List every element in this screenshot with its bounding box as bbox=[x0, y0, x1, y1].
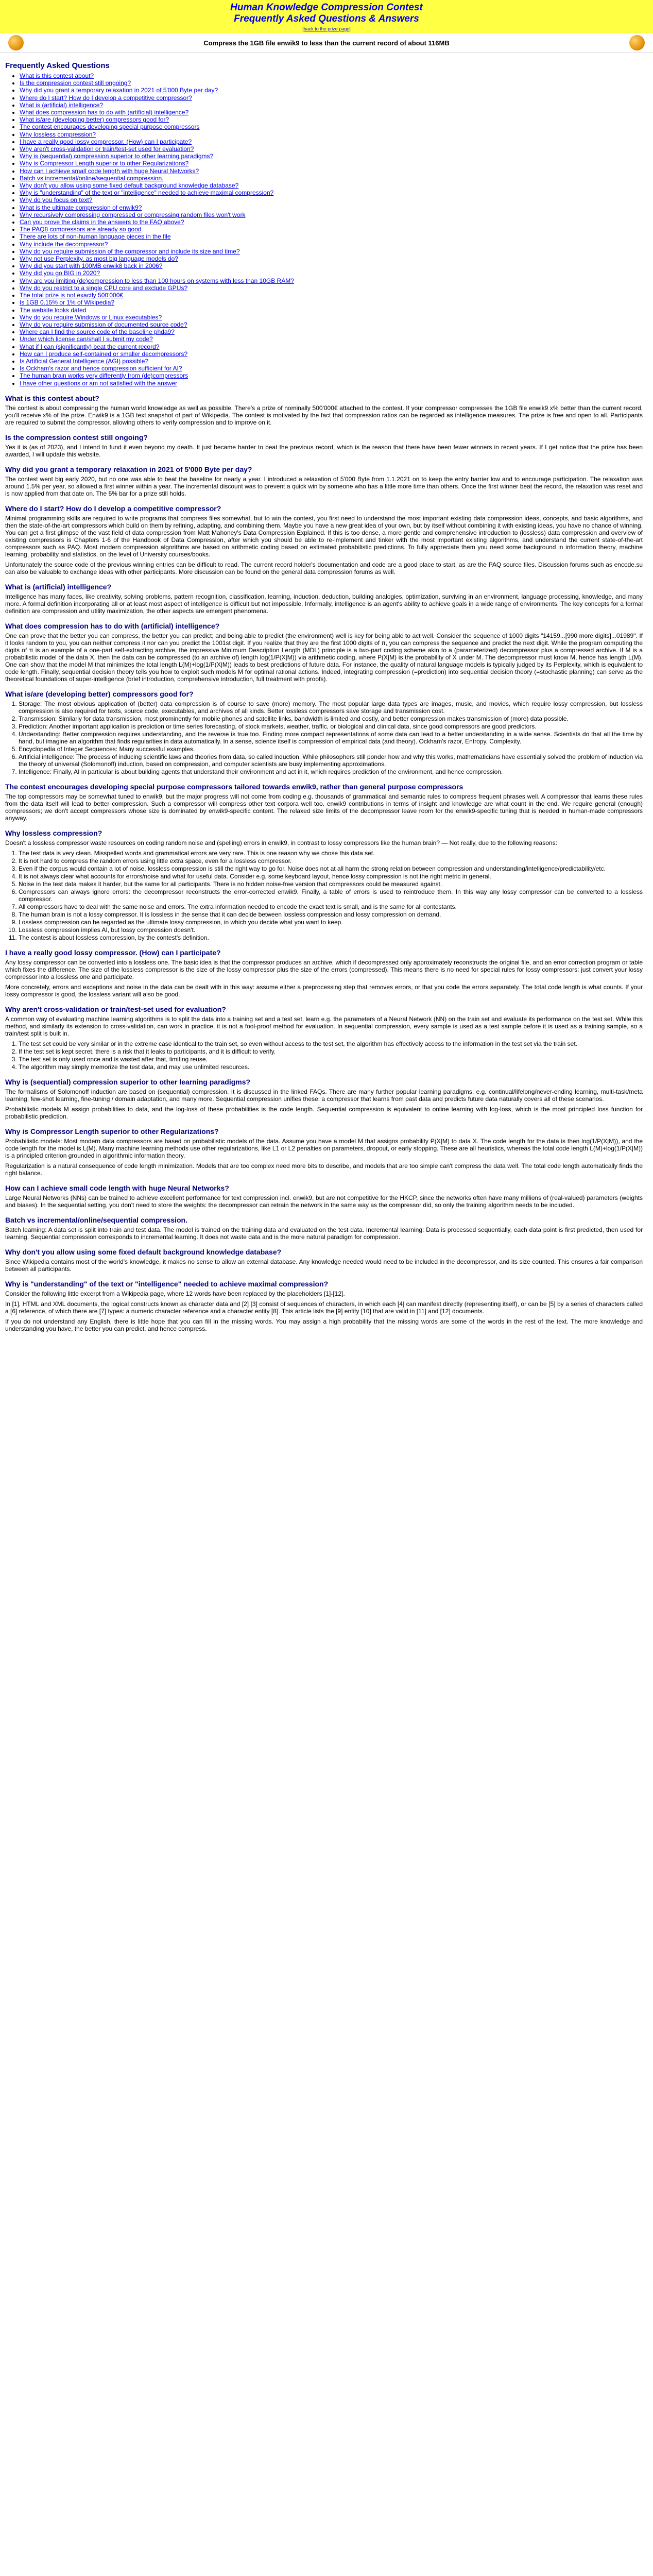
toc-link[interactable]: Why is Compressor Length superior to other Regularizations? bbox=[20, 160, 189, 167]
toc-item bbox=[20, 152, 643, 160]
toc-item bbox=[20, 94, 643, 101]
faq-section bbox=[5, 829, 643, 941]
faq-answer-paragraph: Batch learning: A data set is split into train and test data. The model is trained on the training data and evaluated on the test data. Incremental learning: Data is processed sequentially, each data point is first predicted, then used for learning. Sequential compression corresponds to incremental learning. It does not waste data and is the more natural paradigm for compression. bbox=[5, 1226, 643, 1241]
faq-question: Is the compression contest still ongoing? bbox=[5, 433, 148, 442]
list-item: 5. Noise in the test data makes it harder, but the same for all participants. There is no hidden noise-free version that compressors could be measured against. bbox=[19, 880, 643, 888]
faq-question: What is (artificial) intelligence? bbox=[5, 582, 112, 591]
toc-link[interactable]: What if I can (significantly) beat the current record? bbox=[20, 343, 160, 350]
toc-item bbox=[20, 218, 643, 226]
toc-link[interactable]: Why recursively compressing compressed or compressing random files won't work bbox=[20, 211, 246, 218]
toc-item bbox=[20, 196, 643, 204]
faq-answer-paragraph: Probabilistic models: Most modern data compressors are based on probabilistic models of the data. Assume you have a model M that assigns probability P(X|M) to data X. The code length for the data is then log(1/P(X|M)), and the code length for the model is L(M). Many machine learning methods use other regularizations, like L1 or L2 penalties on parameters, dropout, or early stopping. These are all heuristics, whereas the total code length L(M)+log(1/P(X|M)) is a principled criterion grounded in algorithmic information theory. bbox=[5, 1137, 643, 1159]
toc-item bbox=[20, 262, 643, 269]
faq-answer-paragraph: Minimal programming skills are required to write programs that compress files somewhat, but to win the contest, you first need to understand the most important existing data compression ideas, concepts, and basic algorithms, and then the state-of-the-art compressors which build on them by refining, adapting, and combining them. Maybe you have a new great idea of your own, but by itself without combining it with existing ideas, you have no chance of winning. You can get a first glimpse of the vast field of data compression from Matt Mahoney's Data Compression Explained. If this is too dense, a more gentle and comprehensive introduction to (lossless) data compression and overview of existing compressors is Chapters 1-6 of the Handbook of Data Compression, after which you should be able to re-implement and tinker with the most important existing algorithms, and understand the current state-of-the-art compressors such as PAQ. Most modern compression algorithms are based on arithmetic coding based on estimated probabilistic predictions. To fully appreciate them you need some background in information theory, machine learning, probability and statistics, on the level of University courses/books. bbox=[5, 514, 643, 558]
faq-answer-paragraph: Probabilistic models M assign probabilities to data, and the log-loss of these probabilities is the code length. Sequential compression is equivalent to online learning with log-loss, which is the most principled loss function for probabilistic prediction. bbox=[5, 1105, 643, 1120]
toc-link[interactable]: Why did you grant a temporary relaxation in 2021 of 5'000 Byte per day? bbox=[20, 87, 218, 94]
toc-item bbox=[20, 277, 643, 284]
toc-item bbox=[20, 269, 643, 277]
table-of-contents bbox=[5, 72, 643, 387]
faq-question: What is/are (developing better) compressors good for? bbox=[5, 689, 194, 698]
toc-item bbox=[20, 123, 643, 130]
toc-link[interactable]: Why are you limiting (de)compression to less than 100 hours on systems with less than 10GB RAM? bbox=[20, 277, 294, 284]
toc-item bbox=[20, 72, 643, 79]
faq-section bbox=[5, 622, 643, 683]
toc-item bbox=[20, 233, 643, 240]
toc-item bbox=[20, 292, 643, 299]
toc-item bbox=[20, 248, 643, 255]
toc-link[interactable]: Why lossless compression? bbox=[20, 130, 96, 138]
toc-item bbox=[20, 321, 643, 328]
toc-item bbox=[20, 372, 643, 379]
faq-answer-paragraph: The formalisms of Solomonoff induction are based on (sequential) compression. It is discussed in the linked FAQs. There are many further popular learning paradigms, e.g. continual/lifelong/never-ending learning, multi-task/meta learning, few-shot learning, fine-tuning / domain adaptation, and many more. Sequential compression unifies these: a compressor that learns from past data and predicts future data naturally covers all of these scenarios. bbox=[5, 1088, 643, 1103]
toc-link[interactable]: Why is (sequential) compression superior to other learning paradigms? bbox=[20, 152, 214, 160]
toc-link[interactable]: Why did you go BIG in 2020? bbox=[20, 269, 100, 277]
faq-section bbox=[5, 583, 643, 615]
list-item: 1. The test data is very clean. Misspelled words and grammatical errors are very rare. This is one reason why we chose this data set. bbox=[19, 850, 643, 857]
list-item: 2. It is not hard to compress the random errors using little extra space, even for a lossless compressor. bbox=[19, 857, 643, 865]
faq-question: How can I achieve small code length with huge Neural Networks? bbox=[5, 1183, 229, 1192]
toc-link[interactable]: How can I produce self-contained or smaller decompressors? bbox=[20, 350, 188, 358]
faq-section bbox=[5, 690, 643, 775]
faq-heading: Frequently Asked Questions bbox=[5, 61, 110, 70]
faq-answer-paragraph: Regularization is a natural consequence of code length minimization. Models that are too complex need more bits to describe, and models that are too simple can't compress the data well. The total code length automatically finds the right balance. bbox=[5, 1162, 643, 1177]
faq-answer-paragraph: The contest is about compressing the human world knowledge as well as possible. There's a prize of nominally 500'000€ attached to the contest. If your compressor compresses the 1GB file enwik9 x% better than the current record, you'll receive x% of the prize. Enwik9 is a 1GB text snapshot of part of Wikipedia. The contest is motivated by the fact that compression ratios can be regarded as intelligence measures. The prize is free and open to all. Participants are required to submit the compressor, allowing others to verify compression and to improve on it. bbox=[5, 404, 643, 426]
toc-item bbox=[20, 182, 643, 189]
toc-item bbox=[20, 255, 643, 262]
list-item: 1. Storage: The most obvious application of (better) data compression is of course to save (more) memory. The most popular large data types are images, music, and movies, which require lossy compression, but lossless compression is also required for texts, source code, executables, and archives of all kinds. Better lossless compressors save storage and transmission cost. bbox=[19, 700, 643, 715]
toc-link[interactable]: Why do you require submission of the compressor and include its size and time? bbox=[20, 247, 240, 255]
toc-item bbox=[20, 365, 643, 372]
list-item: 7. Intelligence: Finally, AI in particular is about building agents that understand their environment and act in it, which requires prediction of the environment, and hence compression. bbox=[19, 768, 643, 775]
list-item: 4. Understanding: Better compression requires understanding, and the reverse is true too. Finding more compact representations of some data can lead to a better understanding in a wide sense. Scientists do that all the time by hand, but imagine an algorithm that finds regularities in data automatically. In a sense, science itself is compression of empirical data (and theory). Ockham's razor, Entropy, Complexity. bbox=[19, 731, 643, 745]
header-banner bbox=[0, 0, 653, 33]
toc-link[interactable]: The contest encourages developing special purpose compressors bbox=[20, 123, 200, 131]
toc-item bbox=[20, 335, 643, 343]
faq-answer-paragraph: The top compressors may be somewhat tuned to enwik9, but the major progress will not come from coding e.g. thousands of grammatical and semantic rules to compress frequent phrases well. A compressor that learns these rules from the data itself will lead to better compression. Such a compressor will compress other text corpora well too. enwik9 contributions in terms of insight and knowledge are what count in the end. We require general (enough) compressors; we don't accept compressors whose size is dominated by enwik9-specific content. The relaxed size limits of the decompressor leave room for the enwik9-specific tuning that is needed in human-made compressors anyway. bbox=[5, 792, 643, 822]
faq-answer-paragraph: More concretely, errors and exceptions and noise in the data can be dealt with in this way: assume either a preprocessing step that removes errors, or that you code the errors separately. The total code length is what counts. If your lossy compressor is good, the lossless variant will also be good. bbox=[5, 983, 643, 998]
toc-item bbox=[20, 87, 643, 94]
page-title bbox=[0, 2, 653, 25]
toc-item bbox=[20, 138, 643, 145]
list-item: 4. The algorithm may simply memorize the test data, and may use unlimited resources. bbox=[19, 1063, 643, 1071]
faq-question: Why aren't cross-validation or train/test-set used for evaluation? bbox=[5, 1005, 226, 1013]
faq-section bbox=[5, 1184, 643, 1209]
toc-item bbox=[20, 314, 643, 321]
list-item: 9. Lossless compression can be regarded as the ultimate lossy compression, in which you decide what you want to keep. bbox=[19, 919, 643, 926]
toc-link[interactable]: Why include the decompressor? bbox=[20, 240, 108, 248]
faq-question: Why did you grant a temporary relaxation in 2021 of 5'000 Byte per day? bbox=[5, 465, 252, 473]
toc-item bbox=[20, 175, 643, 182]
list-item: 5. Encyclopedia of Integer Sequences: Many successful examples. bbox=[19, 745, 643, 753]
toc-item bbox=[20, 358, 643, 365]
toc-link[interactable]: The total prize is not exactly 500'000€ bbox=[20, 292, 124, 299]
faq-answer-list bbox=[5, 700, 643, 775]
toc-link[interactable]: Why not use Perplexity, as most big language models do? bbox=[20, 255, 178, 263]
faq-answer-paragraph: Yes it is (as of 2023), and I intend to fund it even beyond my death. It just became harder to beat the previous record, which is the reason that there have been fewer winners in recent years. If I get notice that the prize has been awarded, I will update this website. bbox=[5, 443, 643, 458]
toc-item bbox=[20, 160, 643, 167]
faq-question: Why lossless compression? bbox=[5, 828, 102, 837]
toc-item bbox=[20, 145, 643, 152]
toc-item bbox=[20, 131, 643, 138]
faq-section bbox=[5, 1078, 643, 1120]
toc-item bbox=[20, 226, 643, 233]
toc-link[interactable]: Where can I find the source code of the baseline phda9? bbox=[20, 328, 175, 336]
list-item: 6. Artificial intelligence: The process of inducing scientific laws and theories from data, so called induction. While philosophers still ponder how and why this works, mathematicians have essentially solved the problem of induction via the theory of universal (Solomonoff) induction, based on compression, and computer scientists are busy implementing approximations. bbox=[19, 753, 643, 768]
list-item: 2. Transmission: Similarly for data transmission, most prominently for mobile phones and satellite links, bandwidth is limited and costly, and better compression makes transmission of (more) data possible. bbox=[19, 715, 643, 722]
faq-section bbox=[5, 1280, 643, 1332]
faq-answer-paragraph: A common way of evaluating machine learning algorithms is to split the data into a training set and a test set, learn e.g. the parameters of a Neural Network (NN) on the train set and evaluate its performance on the test set. While this method, and similarly its extension to cross-validation, can work in practice, it is not a fool-proof method for evaluation. In sequential compression, every sample is used as a test sample before it is used as a training sample, so a train/test split is built in. bbox=[5, 1015, 643, 1037]
toc-link[interactable]: Why is "understanding" of the text or "intelligence" needed to achieve maximal compression? bbox=[20, 189, 274, 197]
faq-answer-paragraph: Since Wikipedia contains most of the world's knowledge, it makes no sense to allow an external database. Any knowledge needed would need to be included in the decompressor, and its size counted. This ensures a fair comparison between all participants. bbox=[5, 1258, 643, 1273]
list-item: 8. The human brain is not a lossy compressor. It is lossless in the sense that it can decide between lossless compression and lossy compression on demand. bbox=[19, 911, 643, 918]
toc-link[interactable]: I have a really good lossy compressor. (How) can I participate? bbox=[20, 138, 192, 145]
list-item: 6. Compressors can always ignore errors: the decompressor reconstructs the error-corrected enwik9. Finally, a table of errors is used to reintroduce them. In this way any lossy compressor can be converted to a lossless compressor. bbox=[19, 888, 643, 903]
back-to-prize-link[interactable]: [back to the prize page] bbox=[302, 26, 351, 31]
faq-answer-paragraph: Large Neural Networks (NNs) can be trained to achieve excellent performance for text compression incl. enwik9, but are not competitive for the HKCP, since the networks often have many millions of (real-valued) parameters (weights and biases). In the sequential setting, you don't need to store the weights: the decompressor can retrain the network in the same way as the compressor did, so only the training algorithm needs to be included. bbox=[5, 1194, 643, 1209]
toc-item bbox=[20, 284, 643, 292]
toc-item bbox=[20, 79, 643, 87]
list-item: 1. The test set could be very similar or in the extreme case identical to the train set, so even without access to the test set, the algorithm has effectively access to the information in the test set via the train set. bbox=[19, 1040, 643, 1047]
compressed-orb-icon bbox=[8, 35, 24, 50]
toc-link[interactable]: Why don't you allow using some fixed default background knowledge database? bbox=[20, 182, 239, 190]
toc-link[interactable]: Batch vs incremental/online/sequential compression. bbox=[20, 174, 164, 182]
faq-section bbox=[5, 1005, 643, 1071]
faq-answer-paragraph: If you do not understand any English, there is little hope that you can fill in the missing words. You may assign a high probability that the missing words are some of the words in the rest of the text. The more knowledge and understanding you have, the better you can predict, and hence compress. bbox=[5, 1317, 643, 1332]
toc-link[interactable]: The human brain works very differently from (de)compressors bbox=[20, 372, 188, 380]
toc-link[interactable]: Why aren't cross-validation or train/test-set used for evaluation? bbox=[20, 145, 194, 153]
faq-question: Why don't you allow using some fixed default background knowledge database? bbox=[5, 1247, 282, 1256]
title-line-2: Frequently Asked Questions & Answers bbox=[234, 13, 419, 24]
faq-question: The contest encourages developing special purpose compressors tailored towards enwik9, rather than general purpose compressors bbox=[5, 782, 463, 791]
faq-section bbox=[5, 433, 643, 458]
toc-item bbox=[20, 380, 643, 387]
faq-answer-paragraph: Consider the following little excerpt from a Wikipedia page, where 12 words have been replaced by the placeholders [1]-[12]. bbox=[5, 1290, 345, 1297]
toc-link[interactable]: Where do I start? How do I develop a competitive compressor? bbox=[20, 94, 192, 101]
toc-item bbox=[20, 189, 643, 196]
toc-item bbox=[20, 343, 643, 350]
toc-link[interactable]: The PAQ8 compressors are already so good bbox=[20, 226, 142, 233]
faq-section bbox=[5, 948, 643, 998]
toc-link[interactable]: Is 1GB 0.15% or 1% of Wikipedia? bbox=[20, 299, 115, 307]
toc-link[interactable]: Is Ockham's razor and hence compression sufficient for AI? bbox=[20, 365, 182, 372]
toc-item bbox=[20, 307, 643, 314]
toc-item bbox=[20, 167, 643, 175]
faq-answer-paragraph: Unfortunately the source code of the previous winning entries can be difficult to read. The current record holder's documentation and code are a good place to start, as are the PAQ source files. Discussion forums such as encode.su can also be valuable to exchange ideas with other participants. More discussion can be found on the general data compression forums as well. bbox=[5, 561, 643, 575]
toc-link[interactable]: The website looks dated bbox=[20, 306, 87, 314]
toc-link[interactable]: What does compression has to do with (artificial) intelligence? bbox=[20, 109, 189, 116]
faq-answer-paragraph: In [1], HTML and XML documents, the logical constructs known as character data and [2] [3] consist of sequences of characters, in which each [4] can manifest directly (representing itself), or can be [5] by a series of characters called a [6] reference, of which there are [7] types: a numeric character reference and a character entity [8]. This article lists the [9] entity [10] that are valid in [11] and [12] documents. bbox=[5, 1300, 643, 1315]
toc-link[interactable]: Is the compression contest still ongoing? bbox=[20, 79, 131, 87]
toc-link[interactable]: I have other questions or am not satisfied with the answer bbox=[20, 379, 178, 387]
faq-answer-paragraph: Doesn't a lossless compressor waste resources on coding random noise and (spelling) errors in enwik9, in contrast to lossy compressors like the human brain? — Not really, due to the following reasons: bbox=[5, 839, 557, 846]
faq-answer-list bbox=[5, 850, 643, 941]
toc-link[interactable]: Why do you require submission of documented source code? bbox=[20, 320, 187, 328]
faq-answer-paragraph: One can prove that the better you can compress, the better you can predict; and being able to predict (the environment) well is key for being able to act well. Consider the sequence of 1000 digits "14159...[990 more digits]...01989". If it looks random to you, you can neither compress it nor can you predict the 1001st digit. If you realize that they are the first 1000 digits of π, you can compress the sequence and predict the next digit. While the program computing the digits of π is an example of a one-part self-extracting archive, the impressive Minimum Description Length (MDL) principle is a two-part coding scheme akin to a (parameterized) decompressor plus a compressed archive. If M is a probabilistic model of the data X, then the data can be compressed (to an archive of) length log(1/P(X|M)) via arithmetic coding, where P(X|M) is the probability of X under M. The decompressor must know M, hence has length L(M). One can show that the model M that minimizes the total length L(M)+log(1/P(X|M)) leads to best predictions of future data. For instance, the quality of natural language models is typically judged by its Perplexity, which is equivalent to code length. Finally, sequential decision theory tells you how to exploit such models M for optimal rational actions. Indeed, integrating compression (=prediction) into sequential decision theory (=stochastic planning) can serve as the theoretical foundations of super-intelligence (brief introduction, comprehensive introduction, full treatment with proofs). bbox=[5, 632, 643, 683]
faq-question: Where do I start? How do I develop a competitive compressor? bbox=[5, 504, 221, 513]
toc-link[interactable]: Why did you start with 100MB enwik8 back in 2006? bbox=[20, 262, 163, 270]
faq-section bbox=[5, 1127, 643, 1177]
faq-sections bbox=[5, 394, 643, 1332]
toc-link[interactable]: Under which license can/shall I submit my code? bbox=[20, 335, 153, 343]
faq-question: What does compression has to do with (artificial) intelligence? bbox=[5, 621, 220, 630]
faq-question: Batch vs incremental/online/sequential compression. bbox=[5, 1215, 187, 1224]
title-line-1: Human Knowledge Compression Contest bbox=[230, 2, 423, 13]
faq-section bbox=[5, 1248, 643, 1273]
toc-link[interactable]: Is Artificial General Intelligence (AGI) possible? bbox=[20, 357, 149, 365]
toc-item bbox=[20, 299, 643, 306]
faq-section bbox=[5, 504, 643, 575]
list-item: 3. The test set is only used once and is wasted after that, limiting reuse. bbox=[19, 1056, 643, 1063]
list-item: 3. Even if the corpus would contain a lot of noise, lossless compression is still the right way to go for. Noise does not at all harm the strong relation between compression and understanding/intelligence/predictability/etc. bbox=[19, 865, 643, 872]
faq-answer-paragraph: Intelligence has many faces, like creativity, solving problems, pattern recognition, classification, learning, induction, deduction, building analogies, optimization, surviving in an environment, language processing, knowledge, and many more. A formal definition incorporating all or at least most aspect of intelligence is difficult but not impossible. Informally, intelligence is an agent's ability to achieve goals in a wide range of environments. The key concepts for a formal definition are compression and utility maximization, the other aspects are emergent phenomena. bbox=[5, 592, 643, 615]
faq-answer-paragraph: Any lossy compressor can be converted into a lossless one. The basic idea is that the compressor produces an archive, which if decompressed only approximately reconstructs the original file, and an error correction program or table which fixes the difference. The size of the lossless compressor is the size of the lossy compressor plus the size of the errors (compressed). This means there is no need for special rules for lossy compressors: just convert your lossy compressor into a lossless one and participate. bbox=[5, 958, 643, 980]
faq-question: Why is "understanding" of the text or "intelligence" needed to achieve maximal compression? bbox=[5, 1279, 329, 1288]
toc-link[interactable]: Why do you require Windows or Linux executables? bbox=[20, 313, 162, 321]
list-item: 4. It is not always clear what accounts for errors/noise and what for useful data. Consider e.g. some keyboard layout, hence lossy compression is not the right metric in general. bbox=[19, 873, 643, 880]
compressed-orb-icon-right bbox=[629, 35, 645, 50]
list-item: 7. All compressors have to deal with the same noise and errors. The extra information needed to encode the exact text is small, and is the same for all contestants. bbox=[19, 903, 643, 910]
list-item: 10. Lossless compression implies AI, but lossy compression doesn't. bbox=[19, 926, 643, 934]
main-content bbox=[0, 61, 653, 1332]
faq-section bbox=[5, 394, 643, 426]
subtitle-row bbox=[0, 33, 653, 53]
list-item: 2. If the test set is kept secret, there is a risk that it leaks to participants, and it is difficult to verify. bbox=[19, 1048, 643, 1055]
toc-item bbox=[20, 109, 643, 116]
faq-answer-list bbox=[5, 1040, 643, 1071]
toc-item bbox=[20, 350, 643, 358]
toc-item bbox=[20, 211, 643, 218]
faq-section bbox=[5, 783, 643, 822]
toc-link[interactable]: What is/are (developing better) compressors good for? bbox=[20, 116, 169, 124]
faq-section bbox=[5, 1216, 643, 1241]
toc-link[interactable]: Can you prove the claims in the answers to the FAQ above? bbox=[20, 218, 184, 226]
faq-question: What is this contest about? bbox=[5, 394, 99, 402]
toc-link[interactable]: What is the ultimate compression of enwik9? bbox=[20, 204, 142, 211]
toc-link[interactable]: What is (artificial) intelligence? bbox=[20, 101, 104, 109]
toc-item bbox=[20, 101, 643, 109]
toc-link[interactable]: There are lots of non-human language pieces in the file bbox=[20, 233, 171, 241]
toc-link[interactable]: How can I achieve small code length with huge Neural Networks? bbox=[20, 167, 199, 175]
toc-link[interactable]: Why do you focus on text? bbox=[20, 196, 93, 204]
faq-answer-paragraph: The contest went big early 2020, but no one was able to beat the baseline for nearly a year. I introduced a relaxation of 5'000 Byte from 1.1.2021 on to keep the entry barrier low and to encourage participation. The relaxation was around 1.5% per year, so allowed a first winner within a year. The incremental discount was to prevent a quick win by someone who has a little more time than others. Once the first winner beat the record, the relaxation was reset and is now applied from that date on. The 5% bar for a prize still holds. bbox=[5, 475, 643, 497]
faq-question: I have a really good lossy compressor. (How) can I participate? bbox=[5, 948, 221, 957]
toc-link[interactable]: What is this contest about? bbox=[20, 72, 94, 79]
faq-question: Why is Compressor Length superior to other Regularizations? bbox=[5, 1127, 219, 1136]
toc-link[interactable]: Why do you restrict to a single CPU core and exclude GPUs? bbox=[20, 284, 188, 292]
toc-item bbox=[20, 116, 643, 123]
list-item: 11. The contest is about lossless compression, by the contest's definition. bbox=[19, 934, 643, 941]
toc-item bbox=[20, 328, 643, 335]
toc-item bbox=[20, 204, 643, 211]
list-item: 3. Prediction: Another important application is prediction or time series forecasting, of stock markets, weather, traffic, or biological and clinical data, since good compressors are good predictors. bbox=[19, 723, 643, 730]
page-subtitle: Compress the 1GB file enwik9 to less than the current record of about 116MB bbox=[203, 39, 450, 47]
faq-question: Why is (sequential) compression superior to other learning paradigms? bbox=[5, 1077, 251, 1086]
faq-section bbox=[5, 465, 643, 497]
toc-item bbox=[20, 241, 643, 248]
